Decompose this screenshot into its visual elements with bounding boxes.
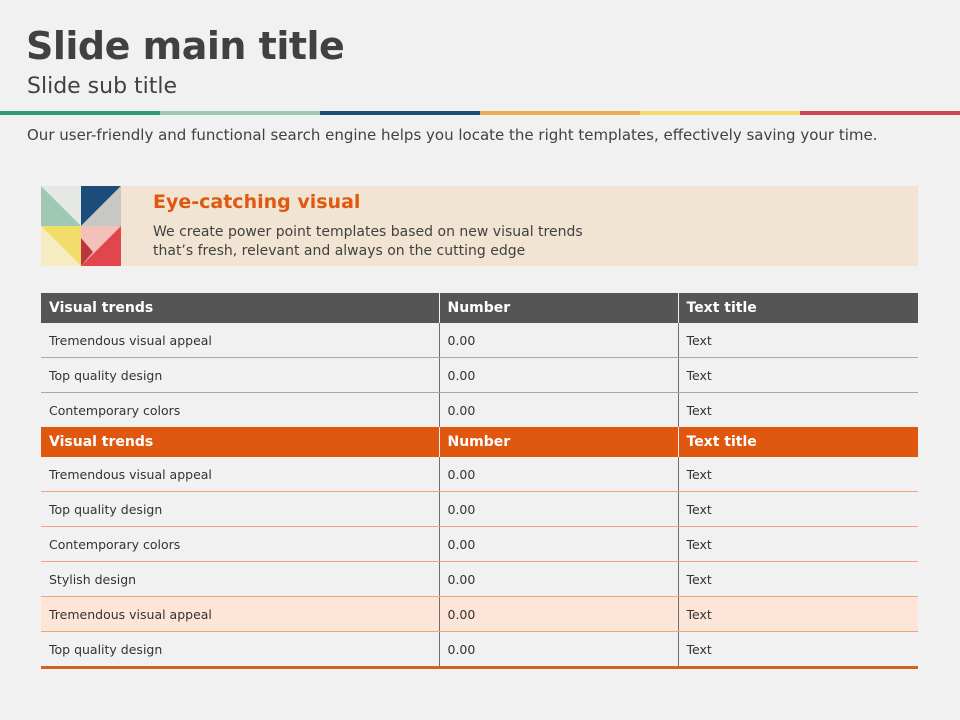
table-cell: Contemporary colors [49, 402, 181, 418]
color-segment-yellow [640, 111, 800, 115]
color-divider [0, 111, 960, 115]
table-cell: Text [678, 393, 918, 428]
banner-text [153, 223, 653, 261]
table-cell: 0.00 [439, 323, 678, 358]
table-cell: Contemporary colors [41, 527, 439, 562]
table-row [41, 562, 918, 597]
table-cell: Tremendous visual appeal [41, 597, 439, 632]
slide-subtitle: Slide sub title [27, 74, 178, 99]
header-cell: Number [439, 293, 678, 323]
table-cell: 0.00 [439, 457, 678, 492]
table-cell: Text [678, 492, 918, 527]
header-cell: Text title [678, 427, 918, 457]
table-cell: Top quality design [41, 632, 439, 668]
triangles-logo-icon [41, 186, 121, 266]
table-cell: Text [678, 562, 918, 597]
table-cell: Text [678, 358, 918, 393]
table-row-highlighted [41, 597, 918, 632]
table-cell: 0.00 [439, 492, 678, 527]
table-cell: Text [678, 527, 918, 562]
banner-title: Eye-catching visual [153, 191, 361, 213]
table-row [41, 457, 918, 492]
color-segment-navy [320, 111, 480, 115]
table-cell: Text [678, 457, 918, 492]
table-cell: 0.00 [439, 597, 678, 632]
table-cell: Top quality design [41, 492, 439, 527]
color-segment-red [800, 111, 960, 115]
table-row [41, 632, 918, 668]
table-cell: Text [678, 632, 918, 668]
slide-description: Our user-friendly and functional search engine helps you locate the right templates, effectively saving your time. [27, 126, 878, 144]
table-cell: 0.00 [439, 393, 678, 428]
header-cell: Visual trends [41, 293, 439, 323]
table-cell: 0.00 [439, 632, 678, 668]
data-table [41, 293, 918, 669]
header-cell: Visual trends [41, 427, 439, 457]
feature-banner [41, 186, 918, 266]
table-header-gray [41, 293, 918, 323]
table-cell: Stylish design [41, 562, 439, 597]
table-row [41, 358, 918, 393]
table-cell: Top quality design [41, 358, 439, 393]
table-cell: 0.00 [439, 527, 678, 562]
table-cell: 0.00 [439, 562, 678, 597]
table-row [41, 393, 918, 428]
table-row [41, 323, 918, 358]
table-cell: 0.00 [439, 358, 678, 393]
header-cell: Text title [678, 293, 918, 323]
color-segment-green [0, 111, 160, 115]
banner-text-line1: We create power point templates based on new visual trends [153, 224, 583, 240]
table-cell: Text [678, 597, 918, 632]
table-header-orange [41, 427, 918, 457]
table-cell: Tremendous visual appeal [41, 323, 439, 358]
header-cell: Number [439, 427, 678, 457]
table-row [41, 492, 918, 527]
table-cell: Tremendous visual appeal [41, 457, 439, 492]
slide-title: Slide main title [26, 24, 345, 68]
banner-text-line2: that’s fresh, relevant and always on the cutting edge [153, 243, 526, 259]
color-segment-sage [160, 111, 320, 115]
table-row [41, 527, 918, 562]
color-segment-amber [480, 111, 640, 115]
table-cell: Text [678, 323, 918, 358]
